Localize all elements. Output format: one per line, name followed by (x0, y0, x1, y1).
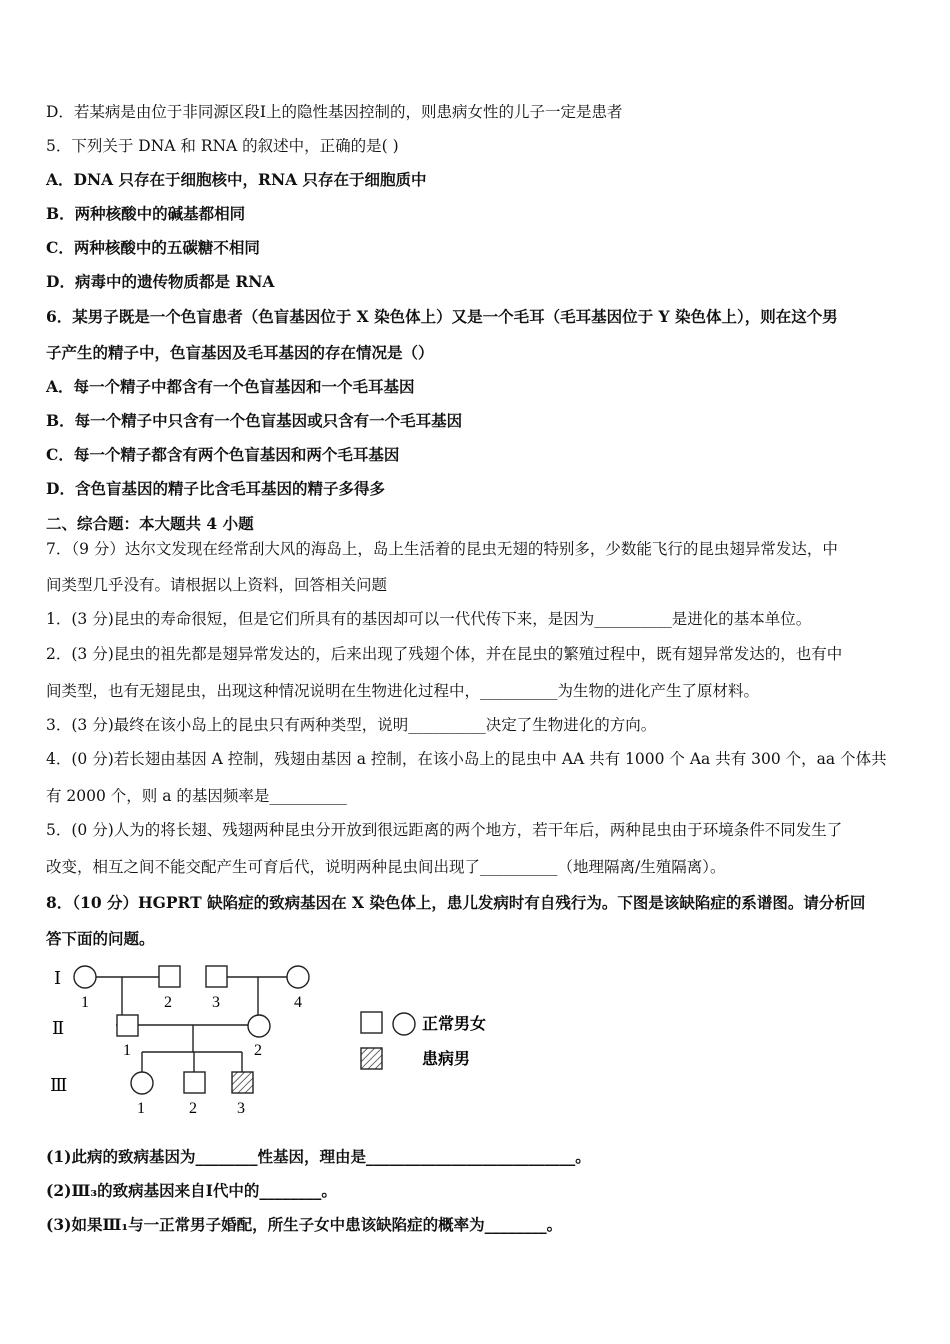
question-5-option-b: B．两种核酸中的碱基都相同 (46, 204, 246, 223)
male-iii-2 (184, 1072, 205, 1093)
generation-label-2: Ⅱ (52, 1018, 65, 1038)
question-7-part-1: 1．(3 分)昆虫的寿命很短，但是它们所具有的基因却可以一代代传下来，是因为__________是进化的基本单位。 (46, 610, 812, 628)
question-5-option-a: A．DNA 只存在于细胞核中，RNA 只存在于细胞质中 (46, 170, 427, 189)
question-5-stem: 5．下列关于 DNA 和 RNA 的叙述中，正确的是( ) (46, 137, 399, 155)
question-6-option-c: C．每一个精子都含有两个色盲基因和两个毛耳基因 (46, 445, 400, 464)
question-7-part-3: 3．(3 分)最终在该小岛上的昆虫只有两种类型，说明__________决定了生物进化的方向。 (46, 716, 657, 734)
question-7-part-4-line1: 4．(0 分)若长翅由基因 A 控制，残翅由基因 a 控制，在该小岛上的昆虫中 AA 共有 1000 个 Aa 共有 300 个，aa 个体共 (46, 750, 887, 768)
male-ii-1 (117, 1015, 138, 1036)
legend-normal-label: 正常男女 (422, 1016, 487, 1033)
label-ii-2: 2 (254, 1042, 262, 1059)
label-ii-1: 1 (123, 1042, 131, 1059)
label-iii-3: 3 (237, 1100, 245, 1117)
generation-label-3: Ⅲ (50, 1075, 68, 1095)
pedigree-chart (40, 958, 520, 1133)
question-7-part-5-line2: 改变，相互之间不能交配产生可育后代，说明两种昆虫间出现了__________（地理隔离/生殖隔离）。 (46, 858, 726, 876)
question-8-stem-line2: 答下面的问题。 (46, 929, 155, 948)
question-8-part-2: (2)Ⅲ₃的致病基因来自Ⅰ代中的________。 (46, 1181, 337, 1200)
question-8-part-1: (1)此病的致病基因为________性基因，理由是___________________________。 (46, 1147, 591, 1166)
label-iii-2: 2 (189, 1100, 197, 1117)
section-heading: 二、综合题：本大题共 4 小题 (46, 514, 254, 533)
question-7-part-4-line2: 有 2000 个，则 a 的基因频率是__________ (46, 787, 347, 805)
legend-female-symbol (393, 1013, 415, 1035)
male-i-2 (159, 966, 180, 987)
label-i-4: 4 (294, 994, 302, 1011)
generation-label-1: Ⅰ (54, 968, 62, 988)
label-i-2: 2 (164, 994, 172, 1011)
question-7-stem-line1: 7．（9 分）达尔文发现在经常刮大风的海岛上，岛上生活着的昆虫无翅的特别多，少数能飞行的昆虫翅异常发达，中 (46, 540, 838, 558)
female-i-4 (287, 966, 309, 988)
female-i-1 (74, 966, 96, 988)
question-5-option-d: D．病毒中的遗传物质都是 RNA (46, 272, 275, 291)
question-6-stem-line1: 6．某男子既是一个色盲患者（色盲基因位于 X 染色体上）又是一个毛耳（毛耳基因位于 Y 染色体上），则在这个男 (46, 307, 838, 326)
question-7-part-2-line2: 间类型，也有无翅昆虫，出现这种情况说明在生物进化过程中，__________为生物的进化产生了原材料。 (46, 682, 760, 700)
question-6-option-d: D．含色盲基因的精子比含毛耳基因的精子多得多 (46, 479, 385, 498)
question-7-stem-line2: 间类型几乎没有。请根据以上资料，回答相关问题 (46, 576, 388, 594)
question-5-option-c: C．两种核酸中的五碳糖不相同 (46, 238, 260, 257)
legend-male-symbol (361, 1012, 382, 1033)
label-i-3: 3 (212, 994, 220, 1011)
label-i-1: 1 (81, 994, 89, 1011)
female-ii-2 (248, 1015, 270, 1037)
label-iii-1: 1 (137, 1100, 145, 1117)
question-7-part-5-line1: 5．(0 分)人为的将长翅、残翅两种昆虫分开放到很远距离的两个地方，若干年后，两种昆虫由于环境条件不同发生了 (46, 821, 843, 839)
question-8-part-3: (3)如果Ⅲ₁与一正常男子婚配，所生子女中患该缺陷症的概率为________。 (46, 1215, 563, 1234)
female-iii-1 (131, 1072, 153, 1094)
affected-male-iii-3 (232, 1072, 253, 1093)
question-6-stem-line2: 子产生的精子中，色盲基因及毛耳基因的存在情况是（） (46, 343, 434, 362)
question-8-stem-line1: 8．（10 分）HGPRT 缺陷症的致病基因在 X 染色体上，患儿发病时有自残行为。下图是该缺陷症的系谱图。请分析回 (46, 893, 866, 912)
question-6-option-a: A．每一个精子中都含有一个色盲基因和一个毛耳基因 (46, 377, 415, 396)
legend-affected-symbol (361, 1048, 382, 1069)
question-6-option-b: B．每一个精子中只含有一个色盲基因或只含有一个毛耳基因 (46, 411, 463, 430)
question-7-part-2-line1: 2．(3 分)昆虫的祖先都是翅异常发达的，后来出现了残翅个体，并在昆虫的繁殖过程中，既有翅异常发达的，也有中 (46, 645, 843, 663)
male-i-3 (206, 966, 227, 987)
legend-affected-label: 患病男 (422, 1051, 471, 1068)
question-4-option-d: D．若某病是由位于非同源区段Ⅰ上的隐性基因控制的，则患病女性的儿子一定是患者 (46, 103, 623, 121)
